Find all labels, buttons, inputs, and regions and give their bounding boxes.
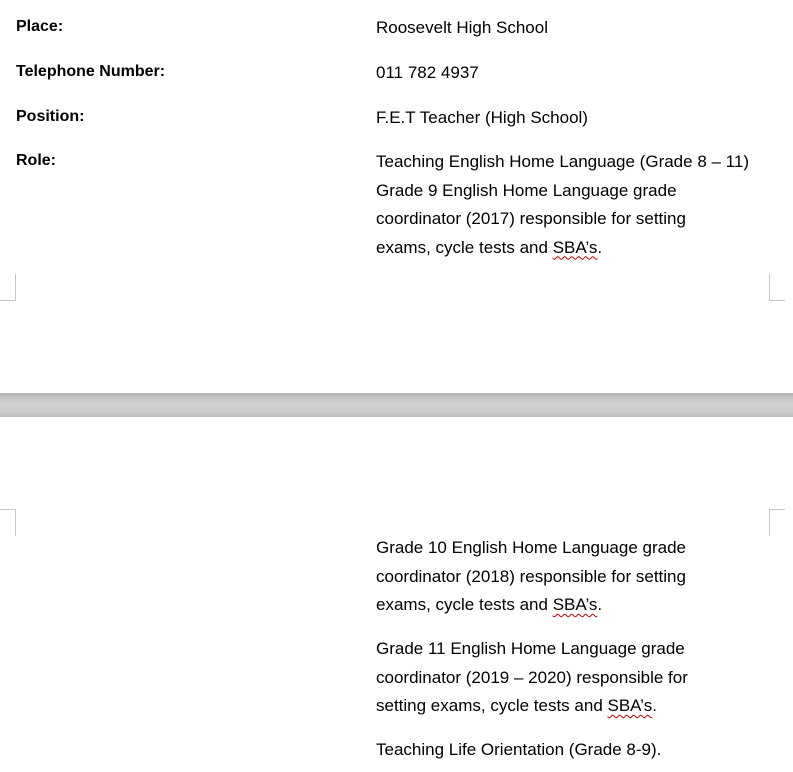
role-line-3: coordinator (2017) responsible for setting <box>376 209 686 228</box>
grade11-line-3-end: . <box>652 696 657 715</box>
margin-corner-top-left <box>0 509 16 536</box>
role-paragraph[interactable] <box>376 148 749 262</box>
spellcheck-flagged-word[interactable]: SBA’s <box>607 696 653 715</box>
telephone-label: Telephone Number: <box>16 63 166 80</box>
role-line-4-text: exams, cycle tests and <box>376 237 553 257</box>
place-label: Place: <box>16 18 64 35</box>
role-line-4-end: . <box>597 237 603 257</box>
grade10-line-3-text: exams, cycle tests and <box>376 595 553 614</box>
spellcheck-flagged-word[interactable]: SBA’s <box>552 237 598 257</box>
margin-corner-bottom-left <box>0 274 16 301</box>
document-page-2[interactable] <box>0 417 793 772</box>
margin-corner-bottom-right <box>769 274 785 301</box>
life-orientation-paragraph[interactable] <box>376 736 661 765</box>
grade10-line-2: coordinator (2018) responsible for setting <box>376 566 686 586</box>
grade11-line-3-text: setting exams, cycle tests and <box>376 696 608 715</box>
grade11-line-3 <box>376 692 688 721</box>
grade10-line-3 <box>376 591 686 620</box>
spellcheck-flagged-word[interactable]: SBA’s <box>552 595 598 614</box>
page-break-gap <box>0 393 793 417</box>
role-label: Role: <box>16 152 56 169</box>
grade11-line-2: coordinator (2019 – 2020) responsible for <box>376 667 688 687</box>
grade11-paragraph[interactable] <box>376 635 688 721</box>
telephone-value[interactable]: 011 782 4937 <box>376 63 479 82</box>
grade11-line-1: Grade 11 English Home Language grade <box>376 639 685 658</box>
grade10-line-1: Grade 10 English Home Language grade <box>376 538 686 557</box>
margin-corner-top-right <box>769 509 785 536</box>
role-line-2: Grade 9 English Home Language grade <box>376 180 677 200</box>
place-value[interactable]: Roosevelt High School <box>376 18 548 37</box>
role-line-4 <box>376 234 749 263</box>
grade10-paragraph[interactable] <box>376 534 686 620</box>
position-value[interactable]: F.E.T Teacher (High School) <box>376 108 588 127</box>
life-orientation-line-1: Teaching Life Orientation (Grade 8-9). <box>376 740 662 759</box>
grade10-line-3-end: . <box>597 595 603 614</box>
role-line-1: Teaching English Home Language (Grade 8 – 11) <box>376 152 749 171</box>
position-label: Position: <box>16 108 85 125</box>
